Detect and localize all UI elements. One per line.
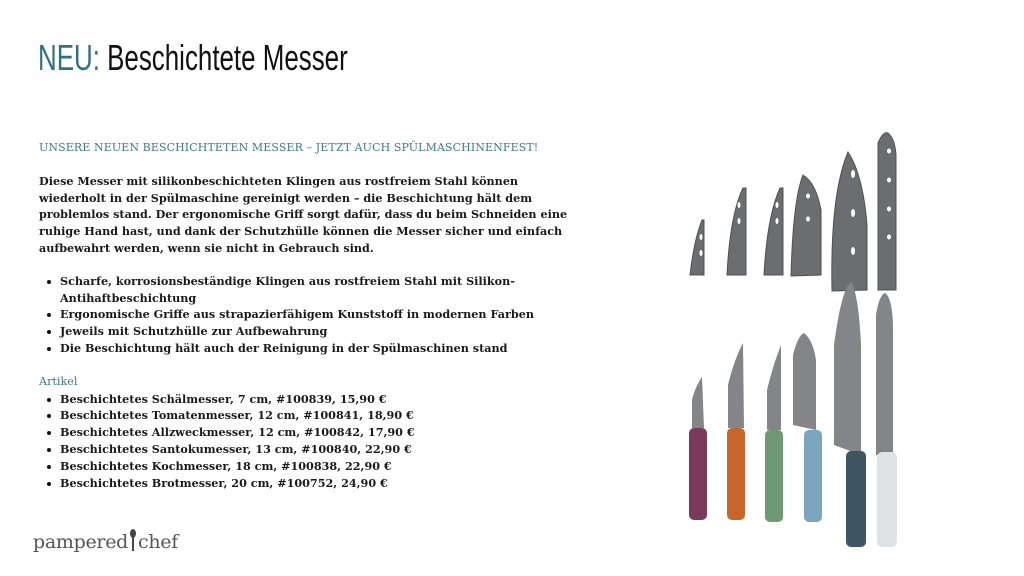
articles-label: Artikel <box>39 374 78 388</box>
feature-list <box>39 273 569 357</box>
subheading: UNSERE NEUEN BESCHICHTETEN MESSER – JETZT AUCH SPÜLMASCHINENFEST! <box>39 141 539 154</box>
description: Diese Messer mit silikonbeschichteten Klingen aus rostfreiem Stahl können wiederholt in der Spülmaschine gereinigt werden – die Beschichtung hält dem problemlos stand. Der ergonomische Griff sorgt dafür, dass du beim Schneiden eine ruhige Hand hast, und dank der Schutzhülle können die Messer sicher und einfach aufbewahrt werden, wenn sie nicht in Gebrauch sind. <box>39 173 568 255</box>
article-item: Beschichtetes Kochmesser, 18 cm, #100838, 22,90 € <box>60 458 569 475</box>
article-item: Beschichtetes Brotmesser, 20 cm, #100752, 24,90 € <box>60 475 569 492</box>
sheaths <box>690 133 896 291</box>
spoon-icon <box>130 529 136 551</box>
article-item: Beschichtetes Santokumesser, 13 cm, #100840, 22,90 € <box>60 441 569 458</box>
main-content <box>39 140 569 491</box>
article-item: Beschichtetes Tomatenmesser, 12 cm, #100841, 18,90 € <box>60 407 569 424</box>
feature-item: Jeweils mit Schutzhülle zur Aufbewahrung <box>60 323 569 340</box>
pampered-chef-logo <box>33 529 178 553</box>
knife-handles <box>689 428 897 547</box>
article-item: Beschichtetes Allzweckmesser, 12 cm, #100842, 17,90 € <box>60 424 569 441</box>
title-text: Beschichtete Messer <box>107 37 348 78</box>
article-item: Beschichtetes Schälmesser, 7 cm, #100839, 15,90 € <box>60 391 569 408</box>
feature-item: Ergonomische Griffe aus strapazierfähigem Kunststoff in modernen Farben <box>60 306 569 323</box>
logo-text-right: chef <box>138 531 178 553</box>
knife-set-image <box>680 125 910 555</box>
article-list <box>39 391 569 492</box>
page-title <box>38 34 348 82</box>
feature-item: Scharfe, korrosionsbeständige Klingen aus rostfreiem Stahl mit Silikon-Antihaftbeschichtung <box>60 273 569 307</box>
logo-text-left: pampered <box>33 531 129 553</box>
title-accent: NEU: <box>38 37 100 78</box>
feature-item: Die Beschichtung hält auch der Reinigung in der Spülmaschinen stand <box>60 340 569 357</box>
knife-blades <box>692 282 893 455</box>
